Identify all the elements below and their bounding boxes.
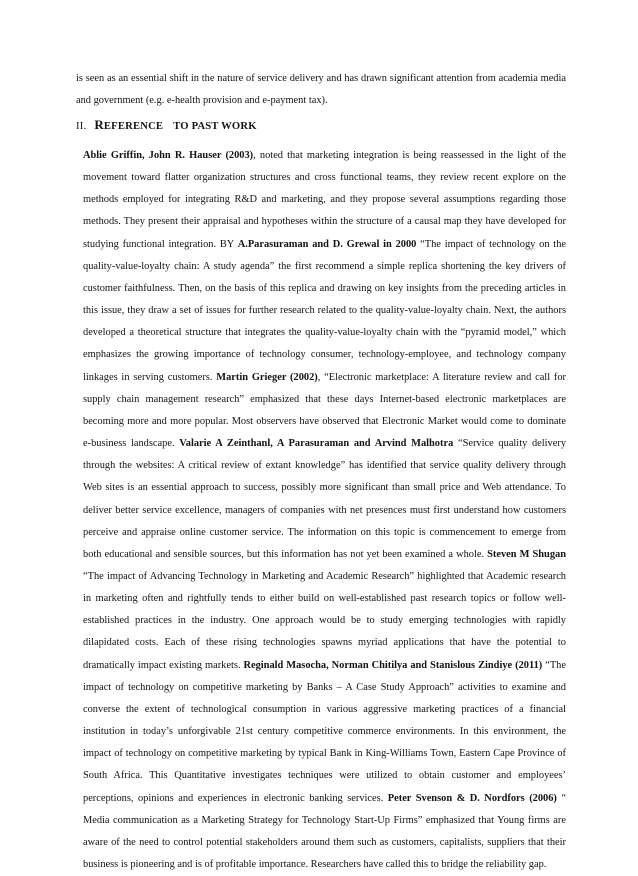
text-segment: , noted that marketing integration is being reassessed in the light of the movement toward flatter organization structures and cross functional teams, they review recent explore on the methods employed for integrating R&D and marketing, and they propose several assumptions regarding those methods. They present their appraisal and hypotheses within the structure of a causal map they have developed for studying functional integration. BY: [83, 150, 567, 250]
text-segment: , “Electronic marketplace: A literature review and call for supply chain management research” emphasized that these days Internet-based electronic marketplaces are becoming more and more popular. Most observers have observed that Electronic Market would come to dominate e-business landscape.: [83, 371, 567, 450]
text-segment: “The impact of Advancing Technology in Marketing and Academic Research” highlighted that Academic research in marketing often and rightfully tends to either build on well-established past research topics or follow well-established practices in the industry. One approach would be to study emerging technologies with rapidly dilapidated costs. Each of these rising technologies spawns myriad applications that have the potential to dramatically impact existing markets.: [83, 570, 566, 671]
citation-zeithaml-parasuraman-malhotra: Valarie A Zeinthanl, A Parasuraman and Arvind Malhotra: [179, 438, 454, 450]
citation-svenson-nordfors: Peter Svenson & D. Nordfors (2006): [387, 792, 557, 804]
text-segment: “The impact of technology on competitive marketing by Banks – A Case Study Approach” activities to examine and converse the extent of technological consumption in various aggressive marketing practices of a financial institution in today’s unforgivable 21st century competitive commerce environments. In this environment, the impact of technology on competitive marketing by typical Bank in King-Williams Town, Eastern Cape Province of South Africa. This Quantitative investigates techniques were utilized to obtain customer and employees’ perceptions, opinions and experiences in electronic banking services.: [83, 659, 566, 804]
citation-grieger: Martin Grieger (2002): [216, 371, 318, 383]
text-segment: “ Media communication as a Marketing Strategy for Technology Start-Up Firms” emphasized that Young firms are aware of the need to control potential stakeholders around them such as customers, capitalists, suppliers that their business is pioneering and is of profitable importance. Researchers have called this to bridge the reliability gap.: [83, 792, 567, 870]
intro-paragraph: is seen as an essential shift in the nature of service delivery and has drawn significant attention from academia media and government (e.g. e-health provision and e-payment tax).: [76, 73, 566, 106]
section-number: II.: [76, 121, 87, 132]
citation-masocha-chitilya-zindiye: Reginald Masocha, Norman Chitilya and Stanislous Zindiye (2011): [243, 659, 543, 671]
section-heading: [76, 117, 566, 133]
text-segment: “Service quality delivery through the websites: A critical review of extant knowledge” has identified that service quality delivery through Web sites is an essential approach to success, possibly more significant than small price and Web attendance. To deliver better service excellence, managers of companies with net presences must first understand how customers perceive and appraise online customer service. The information on this topic is commencement to emerge from both educational and sensible sources, but this information has not yet been examined a whole.: [83, 438, 567, 560]
citation-shugan: Steven M Shugan: [487, 548, 566, 560]
citation-griffin-hauser: Ablie Griffin, John R. Hauser (2003): [83, 150, 254, 161]
text-segment: “The impact of technology on the quality-value-loyalty chain: A study agenda” the first recommend a simple replica shortening the key drivers of customer faithfulness. Then, on the basis of this replica and drawing on key insights from the preceding articles in this issue, they draw a set of issues for further research related to the quality-value-loyalty chain. Next, the authors developed a theoretical structure that integrates the quality-value-loyalty chain with the “pyramid model,” which emphasizes the growing importance of technology consumer, technology-employee, and technology company linkages in serving customers.: [83, 238, 567, 383]
citation-parasuraman-grewal: A.Parasuraman and D. Grewal in 2000: [237, 238, 417, 250]
section-title-word-1: EFERENCE: [103, 121, 164, 132]
section-title-initial: R: [94, 117, 104, 132]
section-title-word-2: TO PAST WORK: [173, 121, 257, 132]
literature-review-paragraph: [83, 145, 566, 876]
